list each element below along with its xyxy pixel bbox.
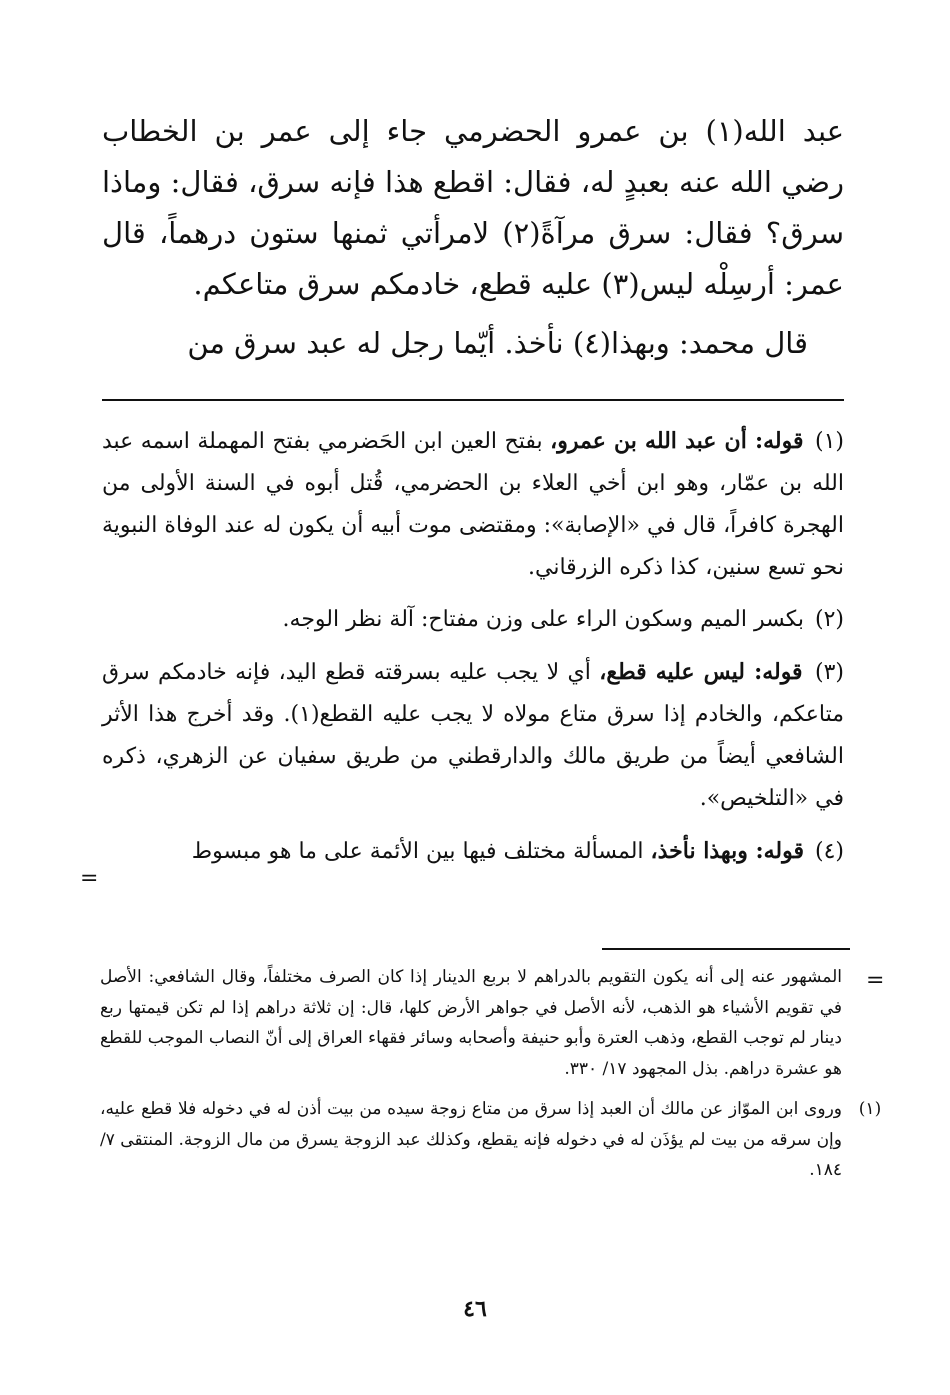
footnote-3 [102,651,844,820]
page-number: ٤٦ [463,1296,487,1322]
footnote-number: (٢) [814,607,844,632]
footnote-1 [102,420,844,589]
main-paragraph-2: قال محمد: وبهذا(٤) نأخذ. أيّما رجل له عبد سرق من [187,326,808,360]
footnote-number: (٤) [814,839,844,864]
main-text [102,106,844,369]
continuation-mark-subnotes: = [866,968,885,993]
footnote-number: (١) [814,429,844,454]
subnote-1 [100,1094,882,1186]
footnote-text: أي لا يجب عليه بسرقته قطع اليد، فإنه خادمكم سرق متاعكم، والخادم إذا سرق متاع مولاه لا يجب عليه القطع(١). وقد أخرج هذا الأثر الشافعي أيضاً من طريق مالك والدارقطني من طريق سفيان عن الزهري، ذكره في «التلخيص». [102,660,844,811]
footnote-lead: قوله: ليس عليه قطع، [599,659,803,685]
subnote-number: (١) [858,1099,882,1119]
footnote-2 [102,599,844,641]
subnote-text: وروى ابن الموّاز عن مالك أن العبد إذا سرق من متاع زوجة سيده من بيت أذن له في دخوله فلا قطع عليه، وإن سرقه من بيت لم يؤذَن له في دخوله فإنه يقطع، وكذلك عبد الزوجة يسرق من مال الزوجة. المنتقى ٧/ ١٨٤. [100,1099,842,1180]
footnotes [102,420,844,883]
footnote-number: (٣) [814,660,844,685]
continuation-mark: = [80,866,99,891]
subnote-continued: المشهور عنه إلى أنه يكون التقويم بالدراهم لا بربع الدينار إذا كان الصرف مختلفاً، وقال الشافعي: الأصل في تقويم الأشياء هو الذهب، لأنه الأصل في جواهر الأرض كلها، قال: إن ثلاثة دراهم إذا لم تكن قيمتها ربع دينار لم توجب القطع، وذهب العترة وأبو حنيفة وأصحابه وسائر فقهاء العراق إلى أنّ النصاب الموجب للقطع هو عشرة دراهم. بذل المجهود ١٧/ ٣٣٠. [100,967,842,1079]
subnotes [100,962,882,1186]
footnote-4 [102,830,844,873]
main-paragraph-1: عبد الله(١) بن عمرو الحضرمي جاء إلى عمر بن الخطاب رضي الله عنه بعبدٍ له، فقال: اقطع هذا فإنه سرق، فقال: وماذا سرق؟ فقال: سرق مرآةً(٢) لامرأتي ثمنها ستون درهماً، قال عمر: أرسِلْه ليس(٣) عليه قطع، خادمكم سرق متاعكم. [102,114,845,301]
footnote-text: بفتح العين ابن الحَضرمي بفتح المهملة اسمه عبد الله بن عمّار، وهو ابن أخي العلاء بن الحضرمي، قُتل أبوه في السنة الأولى من الهجرة كافراً، قال في «الإصابة»: ومقتضى موت أبيه أن يكون له عند الوفاة النبوية نحو تسع سنين، كذا ذكره الزرقاني. [102,429,844,580]
subnote-separator [602,948,850,950]
footnote-text: بكسر الميم وسكون الراء على وزن مفتاح: آلة نظر الوجه. [282,607,804,632]
footnote-separator [102,399,844,401]
footnote-lead: قوله: أن عبد الله بن عمرو، [550,428,804,454]
footnote-text: المسألة مختلف فيها بين الأئمة على ما هو مبسوط [191,839,644,864]
footnote-lead: قوله: وبهذا نأخذ، [650,838,804,864]
